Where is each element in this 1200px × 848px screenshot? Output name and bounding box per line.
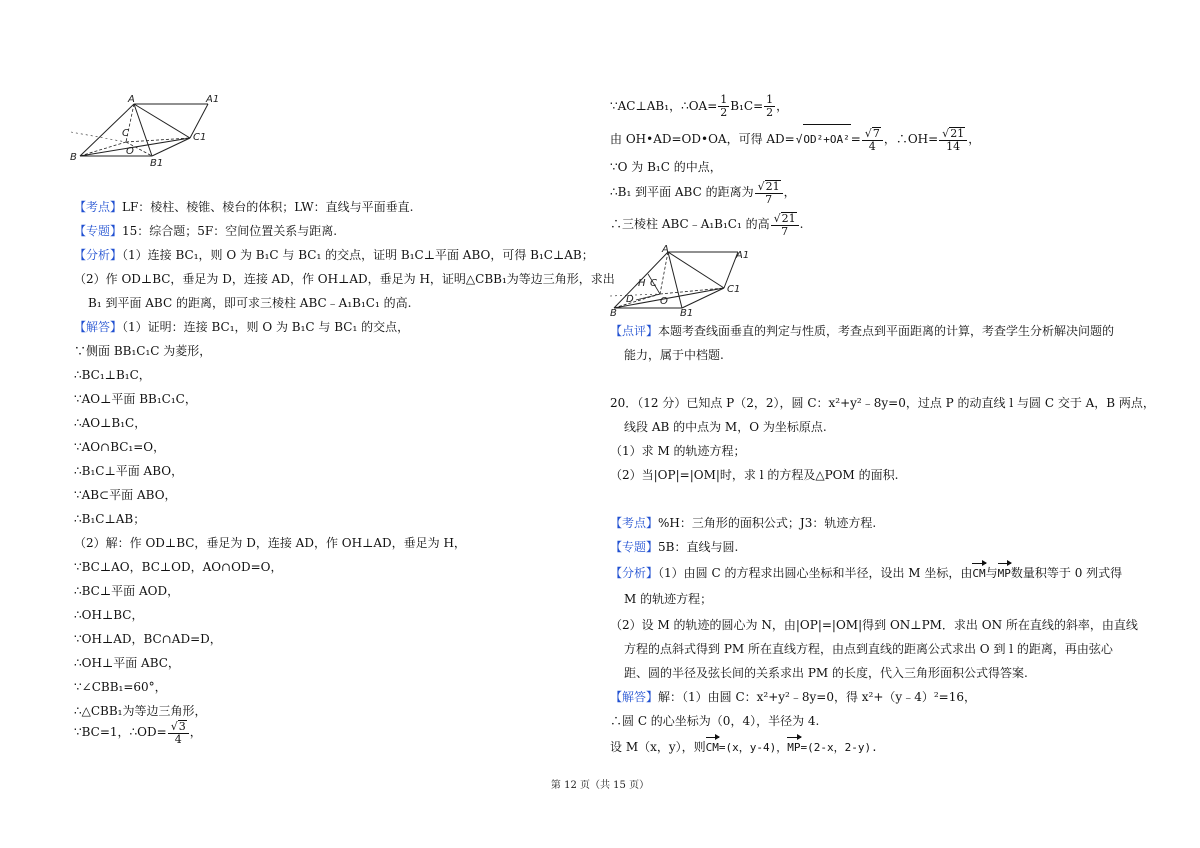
r4-text-a: ∴B₁ 到平面 ABC 的距离为 — [610, 185, 754, 199]
prism-figure-1 — [66, 92, 226, 167]
jieda-text-1: （1）证明：连接 BC₁，则 O 为 B₁C 与 BC₁ 的交点， — [122, 320, 410, 334]
proof-line-16: ∴△CBB₁为等边三角形， — [74, 704, 207, 718]
r5-frac-num: √ 21 — [781, 212, 797, 225]
bc-od-prefix: ∵BC=1，∴OD= — [74, 725, 167, 739]
proof-line-9: （2）解：作 OD⊥BC，垂足为 D，连接 AD，作 OH⊥AD，垂足为 H， — [74, 536, 466, 550]
r-zhuanti-tag: 【专题】 — [610, 540, 659, 554]
fig1-label-O: O — [126, 146, 134, 157]
r5-frac — [771, 212, 799, 238]
r-kaodian-text: %H：三角形的面积公式；J3：轨迹方程. — [658, 516, 877, 530]
kaodian-tag: 【考点】 — [74, 200, 123, 214]
fig2-label-A1: A1 — [736, 250, 750, 261]
prism-figure-2 — [608, 244, 758, 318]
bc-od-suffix: ， — [189, 725, 202, 739]
r4-frac-den: 7 — [765, 192, 773, 206]
r-jieda-line-2: ∴圆 C 的心坐标为（0，4），半径为 4. — [610, 714, 820, 728]
r2-frac1-den: 4 — [868, 139, 876, 153]
r2-frac2-den: 14 — [946, 139, 961, 153]
fig2-label-H: H — [638, 278, 646, 289]
r2-frac-2 — [939, 127, 967, 153]
r1-frac2-num: 1 — [766, 93, 774, 106]
r-jieda-text-1: 解：（1）由圆 C：x²+y²﹣8y=0，得 x²+（y﹣4）²=16， — [658, 690, 976, 704]
dianping-line-2: 能力，属于中档题. — [624, 348, 724, 362]
r-line-3: ∵O 为 B₁C 的中点， — [610, 160, 722, 174]
fig2-label-B: B — [610, 308, 617, 318]
q20-line-1: 20．（12 分）已知点 P（2，2），圆 C：x²+y²﹣8y=0，过点 P 的动直线 l 与圆 C 交于 A，B 两点， — [610, 396, 1155, 410]
r5-frac-den: 7 — [781, 224, 789, 238]
fenxi-text-1: （1）连接 BC₁，则 O 为 B₁C 与 BC₁ 的交点，证明 B₁C⊥平面 ABO，可得 B₁C⊥AB； — [122, 248, 594, 262]
r1-frac1-den: 2 — [720, 106, 728, 119]
od-fraction — [168, 720, 189, 746]
proof-line-15: ∵∠CBB₁=60°， — [74, 680, 167, 694]
vector-mp-2: MP — [787, 739, 800, 757]
ad-radicand: √ OD²+OA² — [803, 124, 851, 155]
q20-line-3: （1）求 M 的轨迹方程； — [610, 444, 746, 458]
r1-text-c: ， — [776, 99, 789, 113]
r4-text-b: ， — [783, 185, 796, 199]
proof-line-4: ∴AO⊥B₁C， — [74, 416, 147, 430]
r2-text-a: 由 OH•AD=OD•OA，可得 AD= — [610, 132, 795, 146]
r-zhuanti-line — [610, 538, 738, 556]
r-fenxi-line-2: M 的轨迹方程； — [624, 592, 713, 606]
r-fenxi-text-1a: （1）由圆 C 的方程求出圆心坐标和半径，设出 M 坐标，由 — [658, 566, 973, 580]
zhuanti-text: 15：综合题；5F：空间位置关系与距离. — [122, 224, 338, 238]
r5-text-b: . — [799, 217, 804, 231]
proof-line-5: ∵AO∩BC₁=O， — [74, 440, 166, 454]
proof-line-10: ∵BC⊥AO，BC⊥OD，AO∩OD=O， — [74, 560, 283, 574]
r5-text-a: ∴三棱柱 ABC﹣A₁B₁C₁ 的高 — [610, 217, 770, 231]
r-fenxi-text-1c: 数量积等于 0 列式得 — [1010, 566, 1123, 580]
fig1-label-A: A — [128, 94, 135, 105]
page-footer: 第 12 页（共 15 页） — [550, 780, 650, 791]
r-jieda-3a: 设 M（x，y），则 — [610, 740, 706, 754]
r1-text-b: B₁C= — [730, 99, 764, 113]
vector-mp: MP — [998, 565, 1011, 583]
r2-eq: = — [850, 132, 861, 146]
r4-frac — [755, 180, 783, 206]
r-line-2 — [610, 124, 980, 155]
proof-line-3: ∵AO⊥平面 BB₁C₁C， — [74, 392, 197, 406]
dianping-tag: 【点评】 — [610, 324, 659, 338]
r-fenxi-line-4: 方程的点斜式得到 PM 所在直线方程，由点到直线的距离公式求出 O 到 l 的距离，再由弦心 — [624, 642, 1113, 656]
vector-cm-2: CM — [706, 739, 719, 757]
r2-frac1-num: √ 7 — [872, 127, 881, 140]
fig1-label-C: C — [122, 128, 129, 139]
r4-frac-num: √ 21 — [765, 180, 781, 193]
r-fenxi-tag: 【分析】 — [610, 566, 659, 580]
proof-line-11: ∴BC⊥平面 AOD， — [74, 584, 180, 598]
fig1-label-C1: C1 — [193, 132, 207, 143]
fig2-label-C: C — [650, 278, 657, 289]
r-jieda-3b: =(x，y-4)， — [718, 741, 788, 754]
kaodian-line — [74, 198, 413, 216]
fenxi-tag: 【分析】 — [74, 248, 123, 262]
r-jieda-line-3 — [610, 738, 878, 757]
r-line-5 — [610, 210, 803, 238]
proof-line-8: ∴B₁C⊥AB； — [74, 512, 146, 526]
proof-line-6: ∴B₁C⊥平面 ABO， — [74, 464, 184, 478]
fig2-label-A: A — [662, 244, 669, 255]
jieda-line-1 — [74, 318, 409, 336]
r-kaodian-tag: 【考点】 — [610, 516, 659, 530]
kaodian-text: LF：棱柱、棱锥、棱台的体积；LW：直线与平面垂直. — [122, 200, 414, 214]
fenxi-line-3: B₁ 到平面 ABC 的距离，即可求三棱柱 ABC﹣A₁B₁C₁ 的高. — [88, 296, 412, 310]
r-zhuanti-text: 5B：直线与圆. — [658, 540, 739, 554]
dianping-text-1: 本题考查线面垂直的判定与性质，考查点到平面距离的计算，考查学生分析解决问题的 — [658, 324, 1115, 338]
r1-frac-2 — [764, 94, 775, 119]
ad-sqrt — [795, 124, 851, 155]
q20-line-2: 线段 AB 的中点为 M，O 为坐标原点. — [624, 420, 827, 434]
od-frac-den: 4 — [174, 732, 182, 746]
r2-frac-1 — [862, 127, 883, 153]
fig1-label-B: B — [70, 152, 77, 163]
r-fenxi-line-1 — [610, 564, 1122, 583]
r-line-1 — [610, 92, 788, 120]
r-fenxi-line-3: （2）设 M 的轨迹的圆心为 N，由|OP|=|OM|得到 ON⊥PM．求出 ON 所在直线的斜率，由直线 — [610, 618, 1138, 632]
r1-frac1-num: 1 — [720, 93, 728, 106]
r-jieda-tag: 【解答】 — [610, 690, 659, 704]
r-line-4 — [610, 178, 796, 206]
zhuanti-line — [74, 222, 337, 240]
r1-text-a: ∵AC⊥AB₁，∴OA= — [610, 99, 718, 113]
jieda-tag: 【解答】 — [74, 320, 123, 334]
proof-line-2: ∴BC₁⊥B₁C， — [74, 368, 151, 382]
fig2-label-O: O — [660, 296, 668, 307]
r-fenxi-text-1b: 与 — [985, 566, 998, 580]
r2-frac2-num: √ 21 — [949, 127, 965, 140]
r-jieda-line-1 — [610, 688, 976, 706]
proof-line-13: ∵OH⊥AD，BC∩AD=D， — [74, 632, 222, 646]
proof-line-1: ∵侧面 BB₁C₁C 为菱形， — [74, 344, 212, 358]
right-column — [600, 0, 1200, 848]
fig1-label-B1: B1 — [150, 158, 164, 167]
dianping-line-1 — [610, 322, 1114, 340]
r-fenxi-line-5: 距、圆的半径及弦长间的关系求出 PM 的长度，代入三角形面积公式得答案. — [624, 666, 1028, 680]
fig2-label-D: D — [626, 294, 634, 305]
q20-line-4: （2）当|OP|=|OM|时，求 l 的方程及△POM 的面积. — [610, 468, 899, 482]
fig2-label-B1: B1 — [680, 308, 694, 318]
r1-frac-1 — [718, 94, 729, 119]
vector-cm: CM — [972, 565, 985, 583]
proof-line-7: ∵AB⊂平面 ABO， — [74, 488, 177, 502]
fenxi-line-1 — [74, 246, 594, 264]
fenxi-line-2: （2）作 OD⊥BC，垂足为 D，连接 AD，作 OH⊥AD，垂足为 H，证明△CBB₁为等边三角形，求出 — [74, 272, 615, 286]
r2-text-b: ，∴OH= — [883, 132, 939, 146]
zhuanti-tag: 【专题】 — [74, 224, 123, 238]
r2-text-c: ， — [968, 132, 981, 146]
proof-line-17 — [74, 718, 202, 746]
proof-line-12: ∴OH⊥BC， — [74, 608, 144, 622]
od-frac-num: √ 3 — [178, 720, 187, 733]
r-jieda-3c: =(2-x，2-y). — [800, 741, 878, 754]
r1-frac2-den: 2 — [766, 106, 774, 119]
proof-line-14: ∴OH⊥平面 ABC， — [74, 656, 180, 670]
r-kaodian-line — [610, 514, 876, 532]
fig1-label-A1: A1 — [206, 94, 220, 105]
fig2-label-C1: C1 — [727, 284, 741, 295]
